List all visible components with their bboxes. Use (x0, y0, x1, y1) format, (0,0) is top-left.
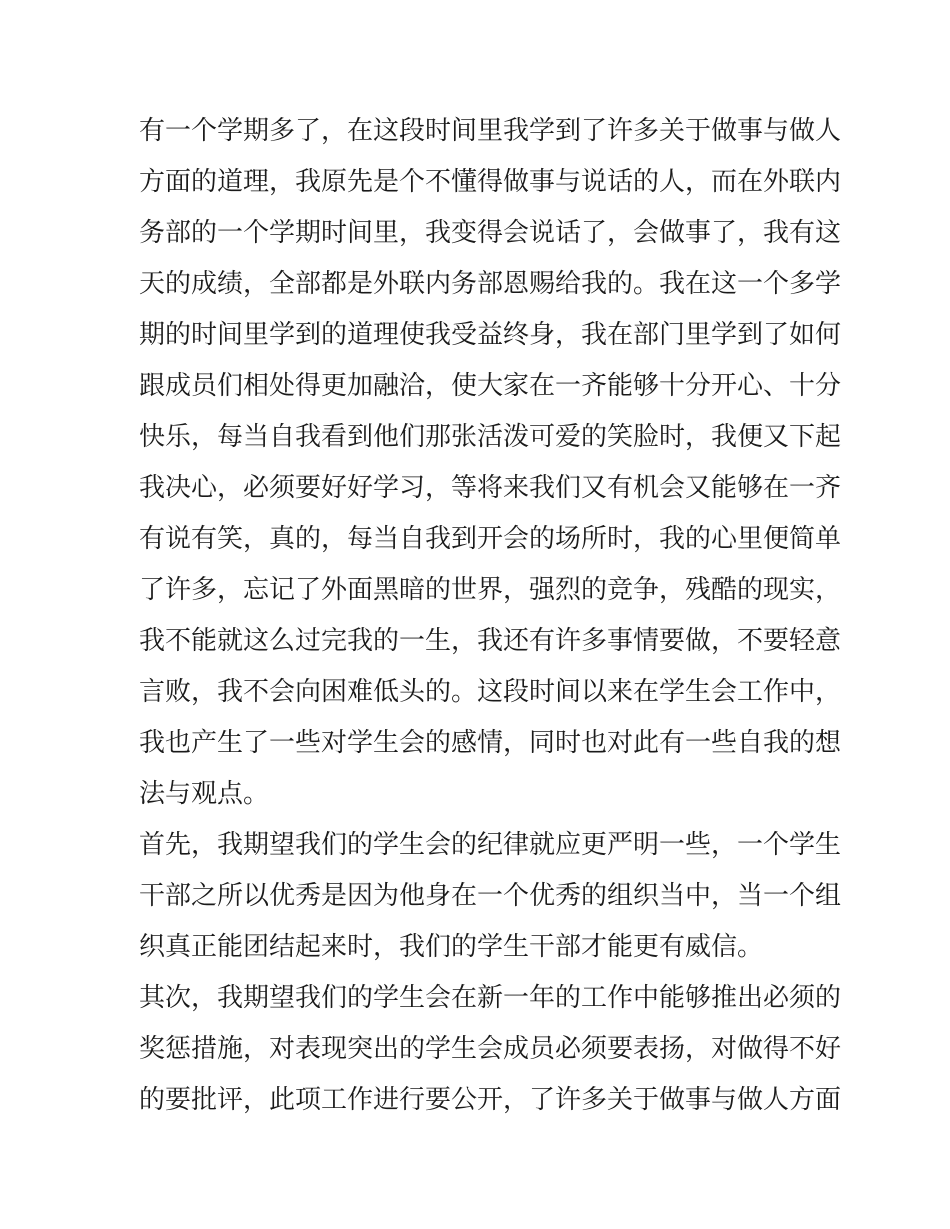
text-line: 我决心，必须要好好学习，等将来我们又有机会又能够在一齐 (139, 473, 842, 503)
text-line: 务部的一个学期时间里，我变得会说话了，会做事了，我有这 (139, 218, 842, 248)
text-line: 有说有笑，真的，每当自我到开会的场所时，我的心里便简单 (139, 524, 842, 554)
text-line: 言败，我不会向困难低头的。这段时间以来在学生会工作中， (139, 677, 842, 707)
paragraph-end-line: 法与观点。 (139, 779, 270, 809)
text-line: 方面的道理，我原先是个不懂得做事与说话的人，而在外联内 (139, 167, 842, 197)
text-line: 跟成员们相处得更加融洽，使大家在一齐能够十分开心、十分 (139, 371, 842, 401)
text-line: 的要批评，此项工作进行要公开，了许多关于做事与做人方面 (139, 1085, 842, 1115)
text-line: 我也产生了一些对学生会的感情，同时也对此有一些自我的想 (139, 728, 842, 758)
text-line: 了许多，忘记了外面黑暗的世界，强烈的竞争，残酷的现实， (139, 575, 842, 605)
text-line: 期的时间里学到的道理使我受益终身，我在部门里学到了如何 (139, 320, 842, 350)
text-line: 我不能就这么过完我的一生，我还有许多事情要做，不要轻意 (139, 626, 842, 656)
paragraph-end-line: 织真正能团结起来时，我们的学生干部才能更有威信。 (139, 932, 764, 962)
text-line: 干部之所以优秀是因为他身在一个优秀的组织当中，当一个组 (139, 881, 842, 911)
text-line: 快乐，每当自我看到他们那张活泼可爱的笑脸时，我便又下起 (139, 422, 842, 452)
text-line: 首先，我期望我们的学生会的纪律就应更严明一些，一个学生 (139, 830, 842, 860)
text-line: 其次，我期望我们的学生会在新一年的工作中能够推出必须的 (139, 983, 842, 1013)
text-line: 奖惩措施，对表现突出的学生会成员必须要表扬，对做得不好 (139, 1034, 842, 1064)
text-line: 天的成绩，全部都是外联内务部恩赐给我的。我在这一个多学 (139, 269, 842, 299)
body-text (139, 106, 842, 1126)
text-line: 有一个学期多了，在这段时间里我学到了许多关于做事与做人 (139, 116, 842, 146)
